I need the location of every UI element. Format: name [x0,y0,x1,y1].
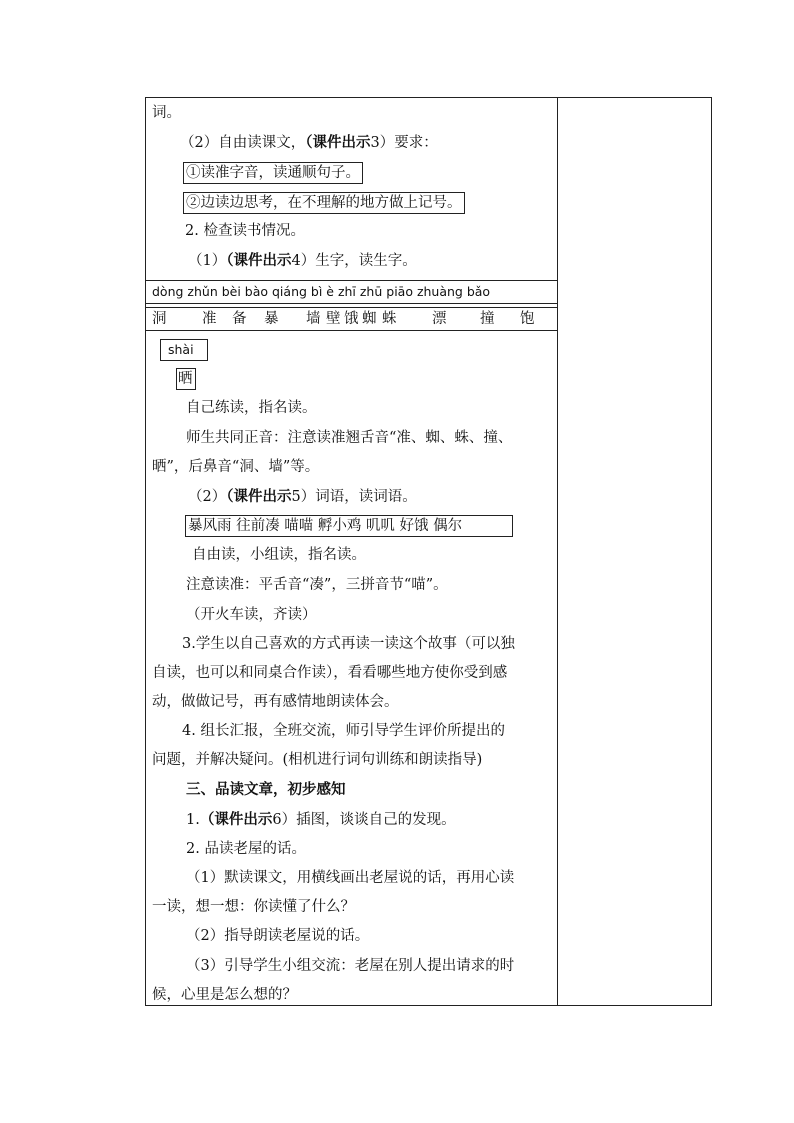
text-line: 候，心里是怎么想的？ [152,987,297,1003]
char-cell: 撞 [480,311,495,327]
char-cell: 暴 [264,311,279,327]
char-cell: 蜘 [362,311,377,327]
char-cell: 准 [202,311,217,327]
character-row [146,307,557,331]
text-line: 4. 组长汇报，全班交流，师引导学生评价所提出的 [182,723,505,739]
notes-column [558,98,711,1005]
text-line: 晒”，后鼻音“洞、墙”等。 [152,459,320,475]
pinyin-row: dòng zhǔn bèi bào qiáng bì è zhī zhū piāo zhuàng bǎo [146,280,557,304]
text-line: 动，做做记号，再有感情地朗读体会。 [152,694,399,710]
text-line: 1.（课件出示6）插图，谈谈自己的发现。 [186,811,456,828]
char-cell: 壁 [326,311,341,327]
char-cell: 洞 [152,311,167,327]
text-line: 问题，并解决疑问。(相机进行词句训练和朗读指导) [152,752,483,768]
extra-char-box: 晒 [176,368,196,390]
char-cell: 饱 [520,311,535,327]
text-line: 师生共同正音：注意读准翘舌音“准、蜘、蛛、撞、 [186,430,513,446]
section-heading: 三、品读文章，初步感知 [186,781,346,798]
text-line: 一读，想一想：你读懂了什么？ [152,899,355,915]
extra-pinyin-box: shài [160,339,208,361]
text-line: （1）（课件出示4）生字，读生字。 [188,252,417,269]
requirement-box-1: ①读准字音，读通顺句子。 [183,162,363,184]
text-line: （2）指导朗读老屋说的话。 [186,928,370,944]
text-line: 3.学生以自己喜欢的方式再读一读这个故事（可以独 [182,636,515,652]
text-line: 注意读准：平舌音“凑”，三拼音节“喵”。 [186,577,448,593]
text-line: （2）自由读课文，（课件出示3）要求： [180,134,438,151]
char-cell: 备 [232,311,247,327]
text-line: 词。 [152,105,181,121]
char-cell: 漂 [432,311,447,327]
text-line: （3）引导学生小组交流：老屋在别人提出请求的时 [186,958,515,974]
text-line: （1）默读课文，用横线画出老屋说的话，再用心读 [186,870,515,886]
char-cell: 墙 [306,311,321,327]
vocabulary-box: 暴风雨 往前凑 喵喵 孵小鸡 叽叽 好饿 偶尔 [185,515,513,537]
text-line: （开火车读，齐读） [186,607,317,623]
text-line: （2）（课件出示5）词语，读词语。 [188,488,417,505]
char-cell: 饿 [344,311,359,327]
text-line: 2. 检查读书情况。 [185,223,305,239]
text-line: 2. 品读老屋的话。 [186,841,306,857]
text-line: 自读，也可以和同桌合作读），看看哪些地方使你受到感 [152,665,508,681]
text-line: 自由读，小组读，指名读。 [192,547,366,563]
requirement-box-2: ②边读边思考，在不理解的地方做上记号。 [183,192,465,214]
text-line: 自己练读，指名读。 [186,400,317,416]
char-cell: 蛛 [382,311,397,327]
